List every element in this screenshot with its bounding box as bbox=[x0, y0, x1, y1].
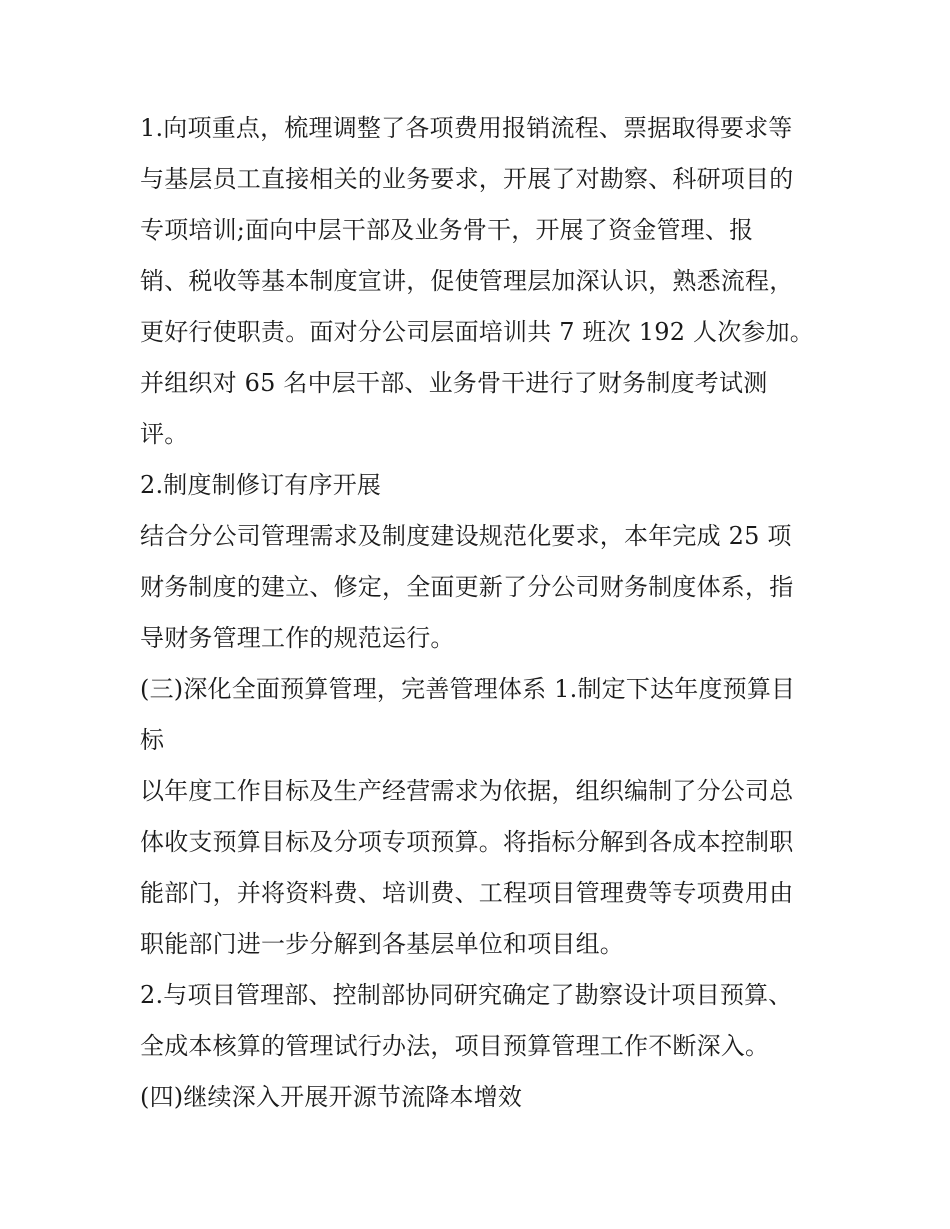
text-line: 销、税收等基本制度宣讲，促使管理层加深认识，熟悉流程， bbox=[140, 267, 794, 295]
text-line: 评。 bbox=[140, 420, 189, 448]
text-line: 1.向项重点，梳理调整了各项费用报销流程、票据取得要求等 bbox=[140, 114, 793, 142]
section-heading: 2.制度制修订有序开展 bbox=[140, 471, 382, 499]
text-line: 体收支预算目标及分项专项预算。将指标分解到各成本控制职 bbox=[140, 828, 794, 856]
text-line: 财务制度的建立、修定，全面更新了分公司财务制度体系，指 bbox=[140, 573, 794, 601]
text-line: 标 bbox=[140, 726, 165, 754]
text-line: 以年度工作目标及生产经营需求为依据，组织编制了分公司总 bbox=[140, 777, 794, 805]
document-body bbox=[140, 103, 830, 1123]
text-line: 2.与项目管理部、控制部协同研究确定了勘察设计项目预算、 bbox=[140, 981, 793, 1009]
text-line: 职能部门进一步分解到各基层单位和项目组。 bbox=[140, 930, 624, 958]
text-line: 与基层员工直接相关的业务要求，开展了对勘察、科研项目的 bbox=[140, 165, 794, 193]
text-line: 结合分公司管理需求及制度建设规范化要求，本年完成 25 项 bbox=[140, 522, 792, 550]
text-line: 更好行使职责。面对分公司层面培训共 7 班次 192 人次参加。 bbox=[140, 318, 814, 346]
text-line: 导财务管理工作的规范运行。 bbox=[140, 624, 455, 652]
text-line: 并组织对 65 名中层干部、业务骨干进行了财务制度考试测 bbox=[140, 369, 768, 397]
text-line: 能部门，并将资料费、培训费、工程项目管理费等专项费用由 bbox=[140, 879, 794, 907]
section-heading: (四)继续深入开展开源节流降本增效 bbox=[140, 1083, 523, 1111]
text-line: 全成本核算的管理试行办法，项目预算管理工作不断深入。 bbox=[140, 1032, 770, 1060]
section-heading: (三)深化全面预算管理，完善管理体系 1.制定下达年度预算目 bbox=[140, 675, 796, 703]
text-line: 专项培训;面向中层干部及业务骨干，开展了资金管理、报 bbox=[140, 216, 754, 244]
